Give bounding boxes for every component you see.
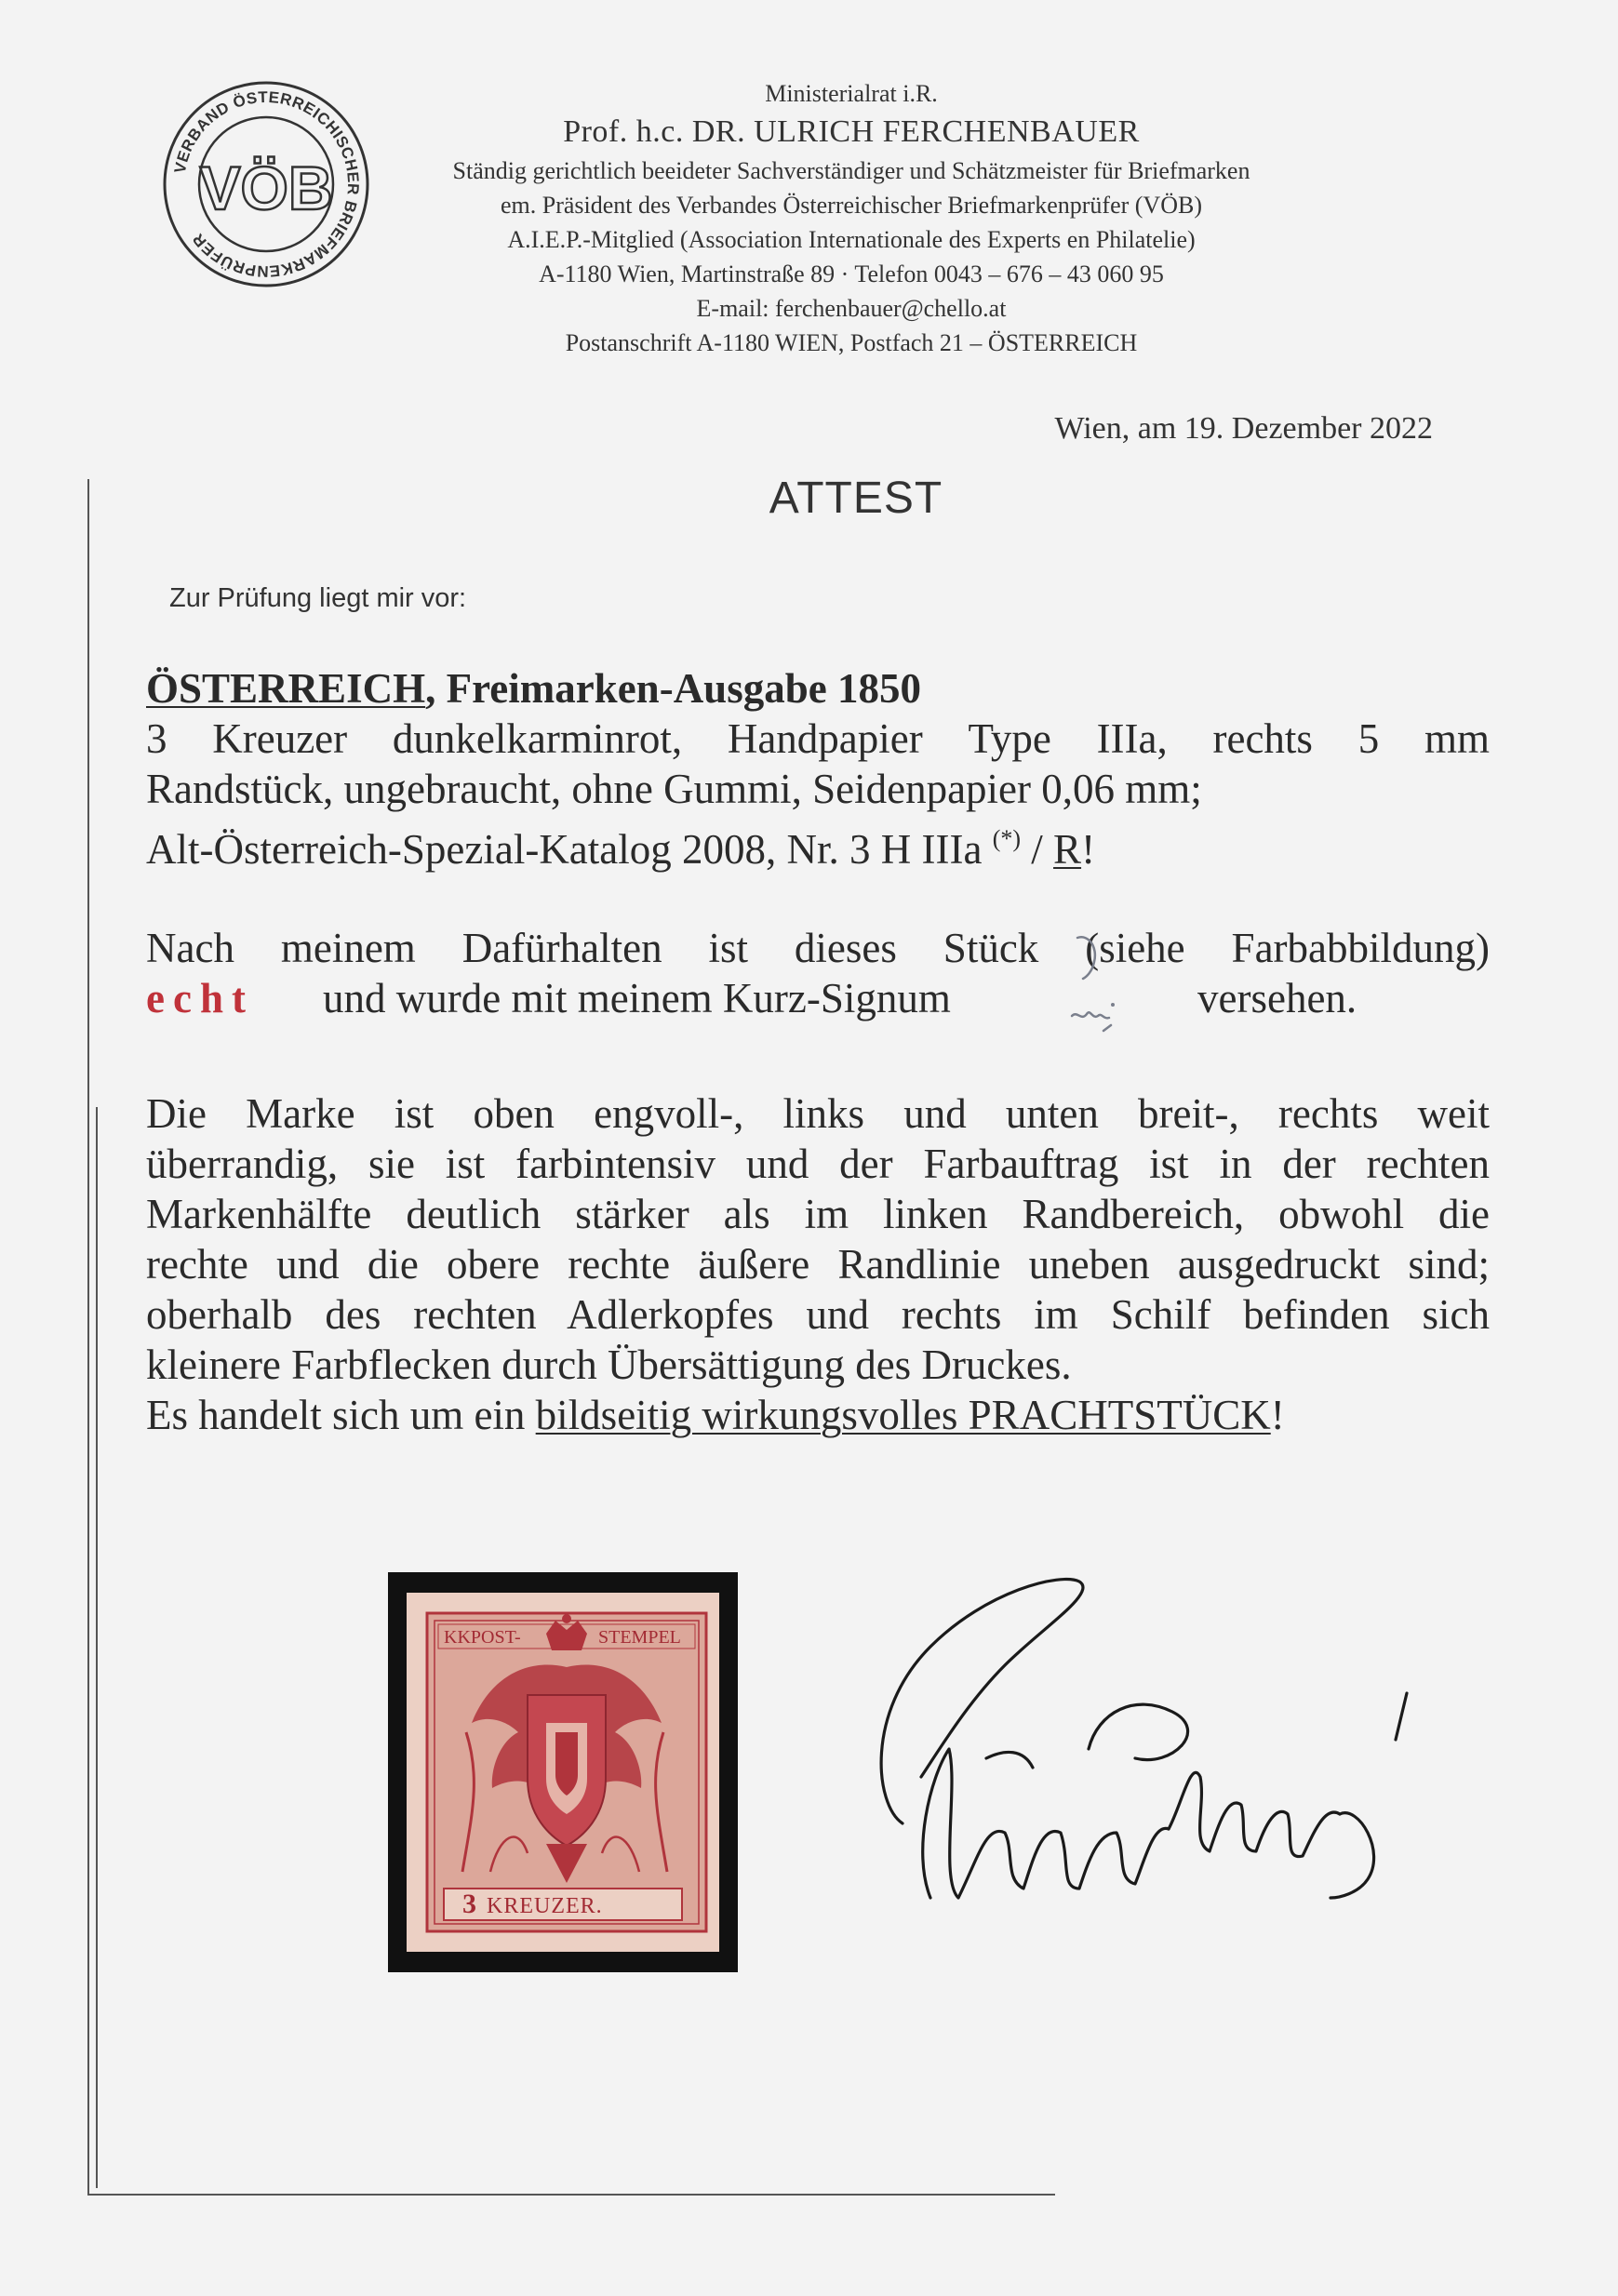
word: Farbabbildung) [1231,925,1490,971]
description-line: oberhalb des rechten Adlerkopfes und rechts im Schilf befinden sich [146,1291,1490,1338]
letterhead-line: A.I.E.P.-Mitglied (Association Internationale des Experts en Philatelie) [507,226,1196,253]
word: mm [1424,715,1490,762]
word: 5 [1357,715,1380,762]
letterhead-title: Ministerialrat i.R. [765,80,938,107]
description-line: rechte und die obere rechte äußere Randlinie uneben ausgedruckt sind; [146,1241,1490,1288]
word: 3 [146,715,167,762]
item-issue: , Freimarken-Ausgabe 1850 [425,665,921,712]
word: Stück [943,925,1039,971]
seal-monogram: VÖB [199,154,333,222]
word: (siehe [1085,925,1185,971]
letterhead [363,76,1340,360]
catalog-ref: Alt-Österreich-Spezial-Katalog 2008, Nr. 3 H IIIa [146,826,993,873]
letterhead-line: em. Präsident des Verbandes Österreichischer Briefmarkenprüfer (VÖB) [501,192,1202,219]
description-conclusion [146,1390,1490,1440]
frame-left-outer [87,479,89,2196]
conclusion-grade: bildseitig wirkungsvolles PRACHTSTÜCK [535,1392,1271,1438]
word: dieses [794,925,897,971]
word: Type [968,715,1051,762]
stamp-value: 3 [462,1889,476,1919]
frame-left-inner [96,1107,98,2188]
catalog-sep: / [1021,826,1054,873]
description-line: Die Marke ist oben engvoll-, links und unten breit-, rechts weit [146,1090,1490,1137]
letterhead-line: Ständig gerichtlich beeideter Sachverständiger und Schätzmeister für Briefmarken [452,157,1250,184]
item-line-3 [146,814,1490,874]
word: ist [708,925,749,971]
opinion-block [146,923,1490,1023]
word: Handpapier [727,715,923,762]
opinion-end: versehen. [1197,975,1357,1021]
catalog-sup: (*) [992,825,1022,852]
stamp-value-text: KREUZER. [487,1894,603,1918]
opinion-line-2 [146,973,1490,1023]
voeb-seal [161,79,371,289]
seal-ring-text: VERBAND ÖSTERREICHISCHER BRIEFMARKENPRÜFER [170,87,363,281]
letterhead-name: Prof. h.c. DR. ULRICH FERCHENBAUER [563,114,1140,149]
item-heading [146,663,1490,714]
opinion-mid: und wurde mit meinem Kurz-Signum [323,975,951,1021]
word: Kreuzer [212,715,348,762]
item-line-2: Randstück, ungebraucht, ohne Gummi, Seidenpapier 0,06 mm; [146,766,1202,812]
word: meinem [280,925,416,971]
intro-text: Zur Prüfung liegt mir vor: [169,583,467,613]
catalog-rarity: R [1053,826,1082,873]
description-block [146,1088,1490,1440]
conclusion-pre: Es handelt sich um ein [146,1392,536,1438]
echt-verdict: echt [146,975,254,1021]
word: rechts [1212,715,1313,762]
description-line: überrandig, sie ist farbintensiv und der Farbauftrag ist in der rechten [146,1141,1490,1187]
stamp-top-right-text: STEMPEL [598,1627,681,1648]
word: Dafürhalten [461,925,662,971]
item-block [146,663,1490,874]
word: Nach [146,925,234,971]
letterhead-line: A-1180 Wien, Martinstraße 89 · Telefon 0043 – 676 – 43 060 95 [539,260,1164,287]
word: IIIa, [1096,715,1168,762]
stamp-top-left-text: KKPOST- [444,1627,521,1648]
kurz-signum-mark [1070,930,1144,1042]
conclusion-end: ! [1270,1392,1285,1438]
description-line: kleinere Farbflecken durch Übersättigung des Druckes. [146,1342,1072,1388]
opinion-line-1 [146,923,1490,973]
certificate-date: Wien, am 19. Dezember 2022 [1054,411,1433,446]
item-line-1 [146,714,1490,764]
catalog-end: ! [1081,826,1096,873]
word: dunkelkarminrot, [392,715,683,762]
description-line: Markenhälfte deutlich stärker als im linken Randbereich, obwohl die [146,1191,1490,1237]
item-country: ÖSTERREICH [146,665,426,712]
letterhead-postal: Postanschrift A-1180 WIEN, Postfach 21 – ÖSTERREICH [565,329,1138,356]
certificate-title: ATTEST [769,474,943,523]
handwritten-signature [651,1526,1414,1972]
letterhead-email: E-mail: ferchenbauer@chello.at [696,295,1007,322]
frame-bottom [87,2194,1055,2196]
